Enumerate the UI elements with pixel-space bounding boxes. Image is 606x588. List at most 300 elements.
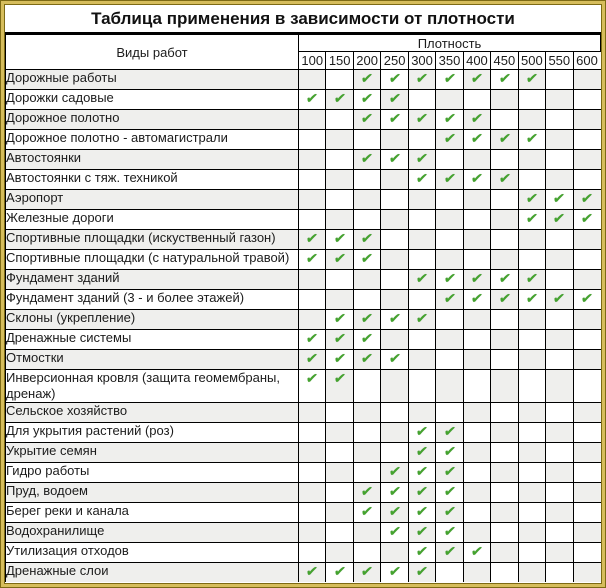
density-cell-100	[299, 110, 326, 130]
density-cell-150	[326, 250, 353, 270]
density-cell-600	[573, 70, 600, 90]
check-icon: ✔	[332, 250, 347, 266]
density-cell-450	[491, 330, 518, 350]
check-icon: ✔	[415, 423, 430, 439]
density-cell-550	[546, 443, 573, 463]
density-cell-500	[518, 70, 545, 90]
table-row	[6, 523, 601, 543]
density-cell-300	[408, 110, 435, 130]
table-row	[6, 150, 601, 170]
table-row	[6, 350, 601, 370]
check-icon: ✔	[305, 563, 320, 579]
density-cell-200	[353, 210, 380, 230]
density-cell-400	[463, 190, 490, 210]
density-cell-400	[463, 310, 490, 330]
density-cell-150	[326, 330, 353, 350]
density-cell-550	[546, 210, 573, 230]
density-cell-550	[546, 130, 573, 150]
density-cell-100	[299, 403, 326, 423]
density-cell-150	[326, 370, 353, 403]
density-cell-250	[381, 403, 408, 423]
table-header	[6, 35, 601, 70]
density-cell-300	[408, 330, 435, 350]
check-icon: ✔	[360, 250, 375, 266]
density-cell-300	[408, 423, 435, 443]
check-icon: ✔	[360, 563, 375, 579]
density-cell-450	[491, 310, 518, 330]
density-cell-250	[381, 523, 408, 543]
work-type-label: Утилизация отходов	[6, 543, 299, 563]
density-cell-100	[299, 483, 326, 503]
density-cell-250	[381, 483, 408, 503]
density-cell-400	[463, 170, 490, 190]
density-cell-500	[518, 503, 545, 523]
check-icon: ✔	[305, 330, 320, 346]
density-cell-450	[491, 130, 518, 150]
density-cell-200	[353, 350, 380, 370]
density-cell-550	[546, 270, 573, 290]
density-cell-350	[436, 210, 463, 230]
check-icon: ✔	[387, 310, 402, 326]
density-cell-550	[546, 110, 573, 130]
density-cell-150	[326, 90, 353, 110]
work-type-label: Склоны (укрепление)	[6, 310, 299, 330]
density-cell-600	[573, 403, 600, 423]
check-icon: ✔	[415, 170, 430, 186]
density-cell-250	[381, 70, 408, 90]
check-icon: ✔	[497, 290, 512, 306]
density-cell-150	[326, 443, 353, 463]
density-cell-100	[299, 150, 326, 170]
check-icon: ✔	[415, 270, 430, 286]
density-cell-550	[546, 523, 573, 543]
density-cell-400	[463, 250, 490, 270]
check-icon: ✔	[552, 210, 567, 226]
check-icon: ✔	[332, 370, 347, 386]
density-cell-250	[381, 543, 408, 563]
density-cell-550	[546, 483, 573, 503]
density-cell-100	[299, 503, 326, 523]
density-cell-100	[299, 130, 326, 150]
density-cell-500	[518, 543, 545, 563]
density-cell-150	[326, 403, 353, 423]
density-cell-250	[381, 503, 408, 523]
density-cell-550	[546, 330, 573, 350]
density-cell-250	[381, 230, 408, 250]
density-cell-600	[573, 483, 600, 503]
check-icon: ✔	[332, 310, 347, 326]
density-cell-200	[353, 230, 380, 250]
check-icon: ✔	[524, 210, 539, 226]
density-cell-600	[573, 330, 600, 350]
density-cell-450	[491, 403, 518, 423]
check-icon: ✔	[524, 190, 539, 206]
density-group-header: Плотность	[299, 35, 601, 52]
density-cell-500	[518, 110, 545, 130]
check-icon: ✔	[415, 563, 430, 579]
check-icon: ✔	[524, 270, 539, 286]
check-icon: ✔	[360, 90, 375, 106]
density-cell-400	[463, 270, 490, 290]
density-cell-250	[381, 110, 408, 130]
density-cell-250	[381, 443, 408, 463]
density-cell-150	[326, 190, 353, 210]
check-icon: ✔	[387, 350, 402, 366]
density-cell-600	[573, 90, 600, 110]
density-cell-100	[299, 370, 326, 403]
check-icon: ✔	[442, 523, 457, 539]
check-icon: ✔	[360, 330, 375, 346]
density-cell-500	[518, 350, 545, 370]
check-icon: ✔	[415, 70, 430, 86]
density-cell-150	[326, 563, 353, 583]
check-icon: ✔	[470, 270, 485, 286]
density-cell-450	[491, 443, 518, 463]
density-cell-200	[353, 503, 380, 523]
density-cell-500	[518, 370, 545, 403]
density-cell-250	[381, 350, 408, 370]
density-cell-500	[518, 190, 545, 210]
check-icon: ✔	[332, 90, 347, 106]
density-cell-150	[326, 483, 353, 503]
density-cell-550	[546, 463, 573, 483]
density-cell-600	[573, 310, 600, 330]
density-cell-400	[463, 90, 490, 110]
check-icon: ✔	[470, 70, 485, 86]
density-cell-300	[408, 270, 435, 290]
check-icon: ✔	[305, 250, 320, 266]
density-cell-100	[299, 443, 326, 463]
density-cell-300	[408, 130, 435, 150]
density-cell-500	[518, 403, 545, 423]
density-cell-100	[299, 350, 326, 370]
density-cell-300	[408, 150, 435, 170]
density-cell-450	[491, 210, 518, 230]
density-cell-500	[518, 290, 545, 310]
table-row	[6, 170, 601, 190]
works-column-header: Виды работ	[6, 35, 299, 70]
density-cell-400	[463, 370, 490, 403]
check-icon: ✔	[442, 543, 457, 559]
density-cell-400	[463, 230, 490, 250]
density-cell-100	[299, 90, 326, 110]
work-type-label: Автостоянки с тяж. техникой	[6, 170, 299, 190]
density-cell-300	[408, 90, 435, 110]
density-cell-100	[299, 70, 326, 90]
density-cell-200	[353, 403, 380, 423]
density-cell-350	[436, 270, 463, 290]
page-title: Таблица применения в зависимости от плотности	[5, 5, 601, 34]
density-cell-350	[436, 443, 463, 463]
check-icon: ✔	[387, 110, 402, 126]
density-cell-150	[326, 210, 353, 230]
density-cell-200	[353, 310, 380, 330]
density-column-header-250: 250	[381, 52, 408, 70]
density-cell-500	[518, 443, 545, 463]
density-cell-450	[491, 370, 518, 403]
density-cell-100	[299, 290, 326, 310]
density-cell-500	[518, 523, 545, 543]
check-icon: ✔	[415, 443, 430, 459]
density-cell-400	[463, 110, 490, 130]
check-icon: ✔	[524, 290, 539, 306]
density-cell-250	[381, 563, 408, 583]
check-icon: ✔	[415, 483, 430, 499]
density-column-header-400: 400	[463, 52, 490, 70]
density-cell-300	[408, 503, 435, 523]
density-cell-150	[326, 230, 353, 250]
density-cell-150	[326, 170, 353, 190]
work-type-label: Дренажные системы	[6, 330, 299, 350]
density-cell-600	[573, 350, 600, 370]
density-column-header-150: 150	[326, 52, 353, 70]
density-cell-600	[573, 543, 600, 563]
density-cell-500	[518, 423, 545, 443]
table-row	[6, 483, 601, 503]
density-cell-200	[353, 523, 380, 543]
density-cell-500	[518, 310, 545, 330]
density-cell-400	[463, 423, 490, 443]
density-cell-500	[518, 463, 545, 483]
density-cell-200	[353, 330, 380, 350]
density-cell-250	[381, 130, 408, 150]
density-cell-300	[408, 563, 435, 583]
work-type-label: Дренажные слои	[6, 563, 299, 583]
density-cell-450	[491, 543, 518, 563]
density-cell-100	[299, 543, 326, 563]
density-cell-500	[518, 90, 545, 110]
density-cell-250	[381, 310, 408, 330]
density-cell-500	[518, 230, 545, 250]
table-row	[6, 443, 601, 463]
check-icon: ✔	[580, 210, 595, 226]
density-cell-200	[353, 90, 380, 110]
density-cell-350	[436, 330, 463, 350]
density-cell-200	[353, 290, 380, 310]
density-cell-200	[353, 170, 380, 190]
check-icon: ✔	[497, 130, 512, 146]
check-icon: ✔	[415, 523, 430, 539]
density-cell-150	[326, 523, 353, 543]
check-icon: ✔	[360, 310, 375, 326]
density-cell-550	[546, 310, 573, 330]
density-cell-250	[381, 330, 408, 350]
density-cell-150	[326, 543, 353, 563]
density-cell-450	[491, 250, 518, 270]
check-icon: ✔	[332, 330, 347, 346]
check-icon: ✔	[387, 70, 402, 86]
density-cell-400	[463, 290, 490, 310]
density-cell-250	[381, 210, 408, 230]
table-row	[6, 250, 601, 270]
density-cell-350	[436, 310, 463, 330]
work-type-label: Спортивные площадки (искуственный газон)	[6, 230, 299, 250]
density-cell-400	[463, 150, 490, 170]
table-row	[6, 190, 601, 210]
work-type-label: Фундамент зданий	[6, 270, 299, 290]
check-icon: ✔	[360, 150, 375, 166]
density-cell-300	[408, 370, 435, 403]
check-icon: ✔	[442, 503, 457, 519]
density-table	[5, 34, 601, 582]
density-cell-350	[436, 563, 463, 583]
table-row	[6, 270, 601, 290]
density-cell-350	[436, 370, 463, 403]
density-cell-100	[299, 270, 326, 290]
check-icon: ✔	[415, 150, 430, 166]
check-icon: ✔	[332, 230, 347, 246]
density-cell-450	[491, 563, 518, 583]
check-icon: ✔	[387, 503, 402, 519]
check-icon: ✔	[442, 70, 457, 86]
table-row	[6, 230, 601, 250]
check-icon: ✔	[415, 463, 430, 479]
density-cell-600	[573, 110, 600, 130]
density-column-header-350: 350	[436, 52, 463, 70]
density-cell-600	[573, 270, 600, 290]
density-cell-600	[573, 463, 600, 483]
density-cell-100	[299, 523, 326, 543]
density-cell-600	[573, 170, 600, 190]
work-type-label: Аэропорт	[6, 190, 299, 210]
density-cell-450	[491, 483, 518, 503]
work-type-label: Дорожное полотно - автомагистрали	[6, 130, 299, 150]
density-cell-150	[326, 130, 353, 150]
density-cell-600	[573, 230, 600, 250]
table-body	[6, 70, 601, 583]
density-cell-400	[463, 483, 490, 503]
density-column-header-450: 450	[491, 52, 518, 70]
density-cell-350	[436, 70, 463, 90]
density-cell-600	[573, 423, 600, 443]
density-cell-350	[436, 90, 463, 110]
density-cell-600	[573, 503, 600, 523]
density-cell-550	[546, 423, 573, 443]
table-row	[6, 563, 601, 583]
work-type-label: Для укрытия растений (роз)	[6, 423, 299, 443]
density-cell-200	[353, 443, 380, 463]
table-row	[6, 423, 601, 443]
check-icon: ✔	[415, 310, 430, 326]
density-cell-500	[518, 170, 545, 190]
check-icon: ✔	[442, 463, 457, 479]
check-icon: ✔	[552, 290, 567, 306]
table-row	[6, 403, 601, 423]
check-icon: ✔	[360, 230, 375, 246]
density-cell-350	[436, 483, 463, 503]
density-cell-250	[381, 90, 408, 110]
check-icon: ✔	[332, 563, 347, 579]
density-cell-500	[518, 210, 545, 230]
density-cell-200	[353, 370, 380, 403]
density-cell-600	[573, 130, 600, 150]
density-cell-300	[408, 250, 435, 270]
density-column-header-600: 600	[573, 52, 600, 70]
density-cell-200	[353, 463, 380, 483]
check-icon: ✔	[442, 270, 457, 286]
check-icon: ✔	[442, 110, 457, 126]
density-cell-400	[463, 523, 490, 543]
check-icon: ✔	[497, 70, 512, 86]
check-icon: ✔	[442, 130, 457, 146]
density-cell-200	[353, 130, 380, 150]
check-icon: ✔	[305, 90, 320, 106]
table-row	[6, 70, 601, 90]
density-cell-550	[546, 90, 573, 110]
density-cell-300	[408, 463, 435, 483]
work-type-label: Дорожки садовые	[6, 90, 299, 110]
work-type-label: Дорожные работы	[6, 70, 299, 90]
density-cell-400	[463, 403, 490, 423]
density-cell-500	[518, 330, 545, 350]
density-cell-150	[326, 350, 353, 370]
density-cell-550	[546, 70, 573, 90]
density-cell-300	[408, 170, 435, 190]
header-row-top	[6, 35, 601, 52]
work-type-label: Гидро работы	[6, 463, 299, 483]
work-type-label: Укрытие семян	[6, 443, 299, 463]
work-type-label: Дорожное полотно	[6, 110, 299, 130]
density-cell-350	[436, 250, 463, 270]
density-cell-100	[299, 230, 326, 250]
density-cell-100	[299, 310, 326, 330]
check-icon: ✔	[442, 290, 457, 306]
check-icon: ✔	[305, 230, 320, 246]
density-cell-150	[326, 310, 353, 330]
table-row	[6, 210, 601, 230]
check-icon: ✔	[580, 190, 595, 206]
density-column-header-500: 500	[518, 52, 545, 70]
density-cell-350	[436, 230, 463, 250]
density-cell-400	[463, 563, 490, 583]
density-cell-100	[299, 423, 326, 443]
density-cell-600	[573, 370, 600, 403]
work-type-label: Спортивные площадки (с натуральной травой)	[6, 250, 299, 270]
density-cell-350	[436, 110, 463, 130]
check-icon: ✔	[387, 90, 402, 106]
density-cell-550	[546, 170, 573, 190]
density-cell-550	[546, 543, 573, 563]
density-cell-550	[546, 290, 573, 310]
density-cell-150	[326, 463, 353, 483]
table-row	[6, 463, 601, 483]
density-cell-500	[518, 270, 545, 290]
check-icon: ✔	[497, 270, 512, 286]
density-cell-550	[546, 250, 573, 270]
density-cell-500	[518, 250, 545, 270]
density-cell-350	[436, 463, 463, 483]
density-cell-550	[546, 503, 573, 523]
work-type-label: Инверсионная кровля (защита геомембраны, дренаж)	[6, 370, 299, 403]
density-cell-100	[299, 170, 326, 190]
density-cell-300	[408, 350, 435, 370]
work-type-label: Автостоянки	[6, 150, 299, 170]
work-type-label: Железные дороги	[6, 210, 299, 230]
check-icon: ✔	[387, 463, 402, 479]
check-icon: ✔	[305, 370, 320, 386]
check-icon: ✔	[387, 150, 402, 166]
density-cell-150	[326, 503, 353, 523]
density-cell-550	[546, 403, 573, 423]
density-cell-300	[408, 190, 435, 210]
density-cell-600	[573, 523, 600, 543]
density-column-header-300: 300	[408, 52, 435, 70]
density-cell-550	[546, 190, 573, 210]
density-cell-300	[408, 290, 435, 310]
check-icon: ✔	[442, 443, 457, 459]
density-cell-350	[436, 130, 463, 150]
check-icon: ✔	[442, 423, 457, 439]
